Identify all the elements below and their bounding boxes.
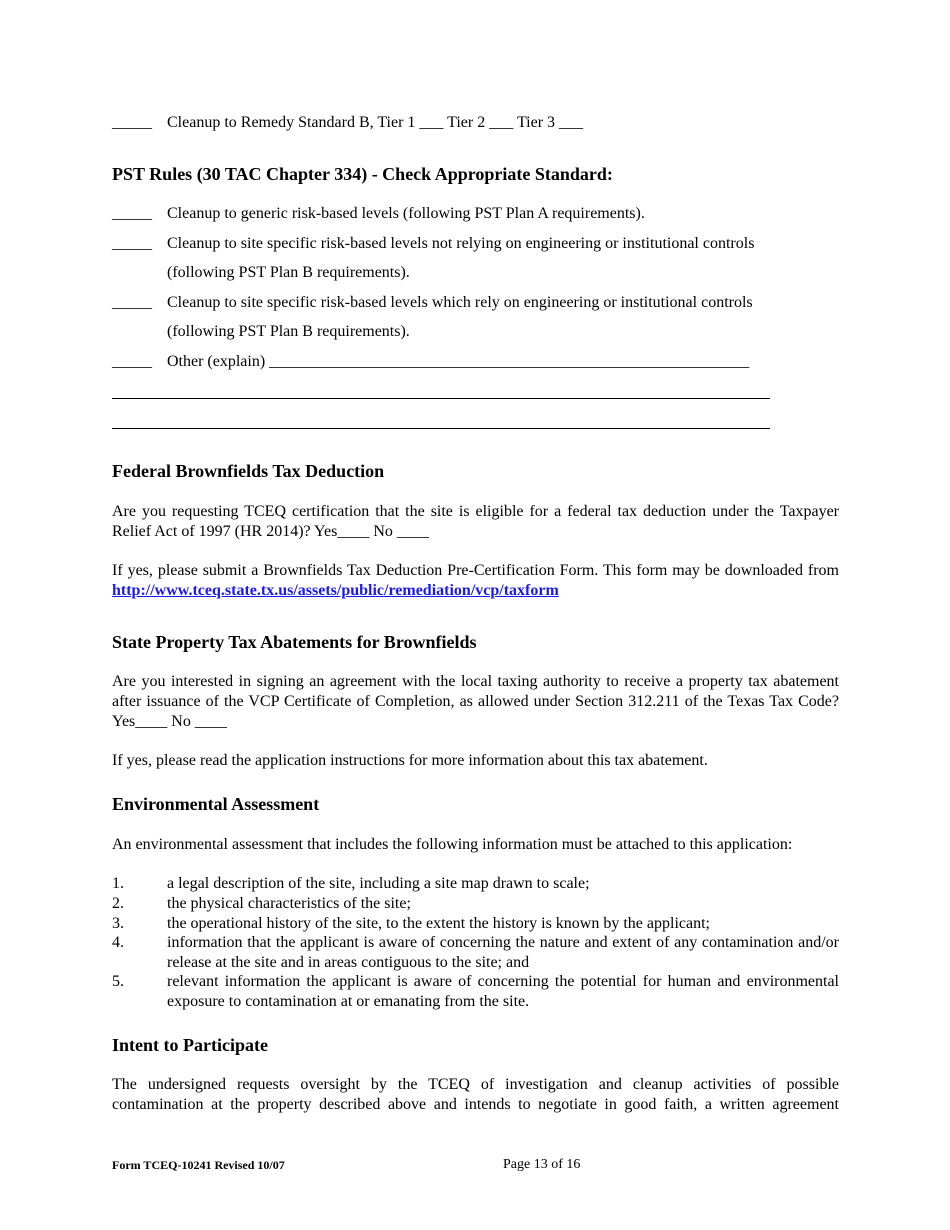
pst-option-other-text[interactable]: Other (explain) ____________________________________________________________ xyxy=(167,353,750,370)
pst-option-2-text: Cleanup to site specific risk-based levels not relying on engineering or institutional controls xyxy=(167,235,755,252)
remedy-b-blank[interactable]: _____ xyxy=(112,114,152,131)
env-item-1-text: a legal description of the site, including a site map drawn to scale; xyxy=(167,875,590,892)
env-item-5-text: relevant information the applicant is aware of concerning the potential for human and environmental exposure to contamination at or emanating from the site. xyxy=(167,973,839,1010)
federal-question: Are you requesting TCEQ certification that the site is eligible for a federal tax deduction under the Taxpayer Relief Act of 1997 (HR 2014)? Yes____ No ____ xyxy=(112,503,839,540)
pst-option-4-blank[interactable]: _____ xyxy=(112,353,152,370)
footer-page-number: Page 13 of 16 xyxy=(503,1157,581,1172)
footer-form-id: Form TCEQ-10241 Revised 10/07 xyxy=(112,1158,285,1172)
state-heading: State Property Tax Abatements for Brownfields xyxy=(112,632,477,652)
federal-heading: Federal Brownfields Tax Deduction xyxy=(112,461,385,481)
env-heading: Environmental Assessment xyxy=(112,794,320,814)
env-item-4-number: 4. xyxy=(112,934,124,951)
pst-option-3-blank[interactable]: _____ xyxy=(112,294,152,311)
env-item-3-text: the operational history of the site, to the extent the history is known by the applicant; xyxy=(167,915,710,932)
intent-paragraph: The undersigned requests oversight by the TCEQ of investigation and cleanup activities of possible contamination at the property described above and intends to negotiate in good faith, a written agreement xyxy=(112,1076,839,1113)
pst-option-1-text: Cleanup to generic risk-based levels (following PST Plan A requirements). xyxy=(167,205,645,222)
pst-option-1-blank[interactable]: _____ xyxy=(112,205,152,222)
document-page xyxy=(112,0,839,1230)
pst-option-2-blank[interactable]: _____ xyxy=(112,235,152,252)
env-item-2-text: the physical characteristics of the site; xyxy=(167,895,411,912)
pst-option-3-text: Cleanup to site specific risk-based levels which rely on engineering or institutional controls xyxy=(167,294,753,311)
state-question: Are you interested in signing an agreement with the local taxing authority to receive a property tax abatement after issuance of the VCP Certificate of Completion, as allowed under Section 312.211 of the Texas Tax Code? Yes____ No ____ xyxy=(112,673,839,730)
remedy-b-text: Cleanup to Remedy Standard B, Tier 1 ___ Tier 2 ___ Tier 3 ___ xyxy=(167,114,584,131)
explain-line-1[interactable] xyxy=(112,398,770,399)
federal-download-para xyxy=(112,561,839,601)
taxform-link[interactable]: http://www.tceq.state.tx.us/assets/public/remediation/vcp/taxform xyxy=(112,582,559,599)
env-item-2-number: 2. xyxy=(112,895,124,912)
explain-line-2[interactable] xyxy=(112,428,770,429)
state-instructions: If yes, please read the application instructions for more information about this tax abatement. xyxy=(112,752,708,769)
env-item-3-number: 3. xyxy=(112,915,124,932)
env-item-4-text: information that the applicant is aware of concerning the nature and extent of any contamination and/or release at the site and in areas contiguous to the site; and xyxy=(167,934,839,971)
intent-heading: Intent to Participate xyxy=(112,1035,268,1055)
pst-heading: PST Rules (30 TAC Chapter 334) - Check Appropriate Standard: xyxy=(112,164,613,184)
env-intro: An environmental assessment that includes the following information must be attached to this application: xyxy=(112,836,793,853)
env-item-5-number: 5. xyxy=(112,973,124,990)
pst-option-2-text-cont: (following PST Plan B requirements). xyxy=(167,264,410,281)
env-item-1-number: 1. xyxy=(112,875,124,892)
pst-option-3-text-cont: (following PST Plan B requirements). xyxy=(167,323,410,340)
federal-download-text: If yes, please submit a Brownfields Tax Deduction Pre-Certification Form. This form may be downloaded from xyxy=(112,562,839,579)
